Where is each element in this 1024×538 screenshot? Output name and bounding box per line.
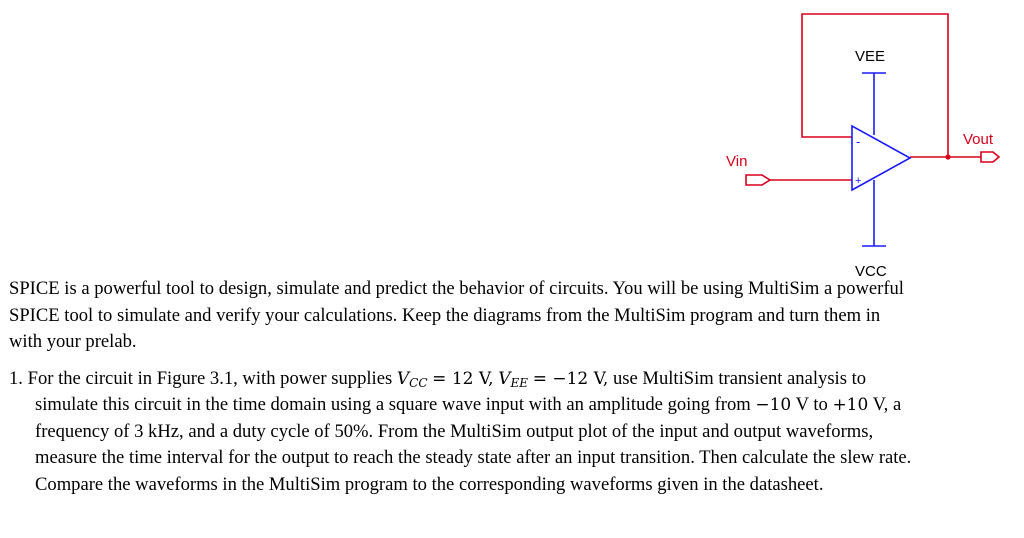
vee-symbol: $V_{EE}$ [498, 368, 529, 390]
vout-port-icon [981, 152, 999, 162]
problem-number: 1. [9, 367, 23, 389]
amplitude-high: +10 [832, 395, 869, 415]
prelab-text [9, 276, 914, 498]
problem-lead: For the circuit in Figure 3.1, with power supplies [27, 367, 393, 389]
vout-label: Vout [963, 131, 994, 148]
amplitude-low: −10 [755, 395, 792, 415]
inverting-input-mark: - [856, 134, 861, 149]
intro-paragraph: SPICE is a powerful tool to design, simulate and predict the behavior of circuits. You will be using MultiSim a powerful SPICE tool to simulate and verify your calculations. Keep the diagrams from the MultiSim program and turn them in with your prelab. [9, 278, 904, 352]
amplitude-mid: V to [795, 394, 828, 415]
problem-1 [9, 366, 914, 499]
vin-port-icon [746, 175, 770, 185]
vee-label: VEE [855, 48, 886, 65]
vcc-label: VCC [855, 263, 887, 280]
output-junction-dot [945, 154, 950, 159]
feedback-wire [802, 14, 948, 157]
problem-body-end: V, a frequency of 3 kHz, and a duty cycle of 50%. From the MultiSim output plot of the input and output waveforms, measure the time interval for the output to reach the steady state after an input transition. Then calculate the slew rate. Compare the waveforms in the MultiSim program to the corresponding waveforms given in the datasheet. [35, 394, 912, 495]
noninverting-input-mark: + [855, 175, 862, 187]
vcc-symbol: $V_{CC}$ [396, 368, 428, 390]
vin-label: Vin [726, 153, 748, 170]
problem-body: use MultiSim transient analysis to simulate this circuit in the time domain using a square wave input with an amplitude going from [35, 367, 867, 415]
vcc-value: = 12 V, [432, 368, 494, 389]
vee-value: = −12 V, [532, 368, 609, 389]
